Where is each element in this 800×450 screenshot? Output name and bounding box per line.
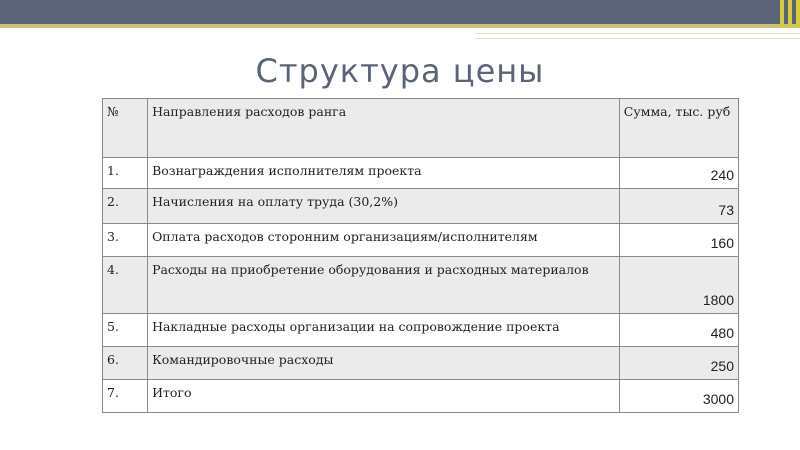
row-sum: 160 (619, 224, 738, 257)
row-name: Командировочные расходы (148, 347, 620, 380)
row-name: Оплата расходов сторонним организациям/исполнителям (148, 224, 620, 257)
row-name: Итого (148, 380, 620, 413)
row-num: 7. (103, 380, 148, 413)
table-header-row (103, 99, 739, 158)
row-num: 1. (103, 158, 148, 189)
row-num: 5. (103, 314, 148, 347)
row-num: 2. (103, 189, 148, 224)
row-name: Начисления на оплату труда (30,2%) (148, 189, 620, 224)
table-row (103, 189, 739, 224)
table-row (103, 347, 739, 380)
row-sum: 1800 (619, 257, 738, 314)
header-stripes-decoration (760, 0, 800, 28)
slide-title: Структура цены (255, 52, 545, 90)
header-sum: Сумма, тыс. руб (619, 99, 738, 158)
cost-structure-table (102, 98, 739, 413)
row-name: Накладные расходы организации на сопровождение проекта (148, 314, 620, 347)
table-row (103, 257, 739, 314)
table-row (103, 314, 739, 347)
row-num: 4. (103, 257, 148, 314)
header-name: Направления расходов ранга (148, 99, 620, 158)
row-sum: 240 (619, 158, 738, 189)
row-name: Вознаграждения исполнителям проекта (148, 158, 620, 189)
table-row (103, 224, 739, 257)
row-num: 6. (103, 347, 148, 380)
row-sum: 250 (619, 347, 738, 380)
table-row-total (103, 380, 739, 413)
header-accent-line (0, 24, 800, 28)
header-num: № (103, 99, 148, 158)
decorative-lines (475, 33, 800, 43)
row-num: 3. (103, 224, 148, 257)
table-row (103, 158, 739, 189)
row-name: Расходы на приобретение оборудования и расходных материалов (148, 257, 620, 314)
header-band (0, 0, 800, 24)
row-sum: 3000 (619, 380, 738, 413)
row-sum: 480 (619, 314, 738, 347)
row-sum: 73 (619, 189, 738, 224)
